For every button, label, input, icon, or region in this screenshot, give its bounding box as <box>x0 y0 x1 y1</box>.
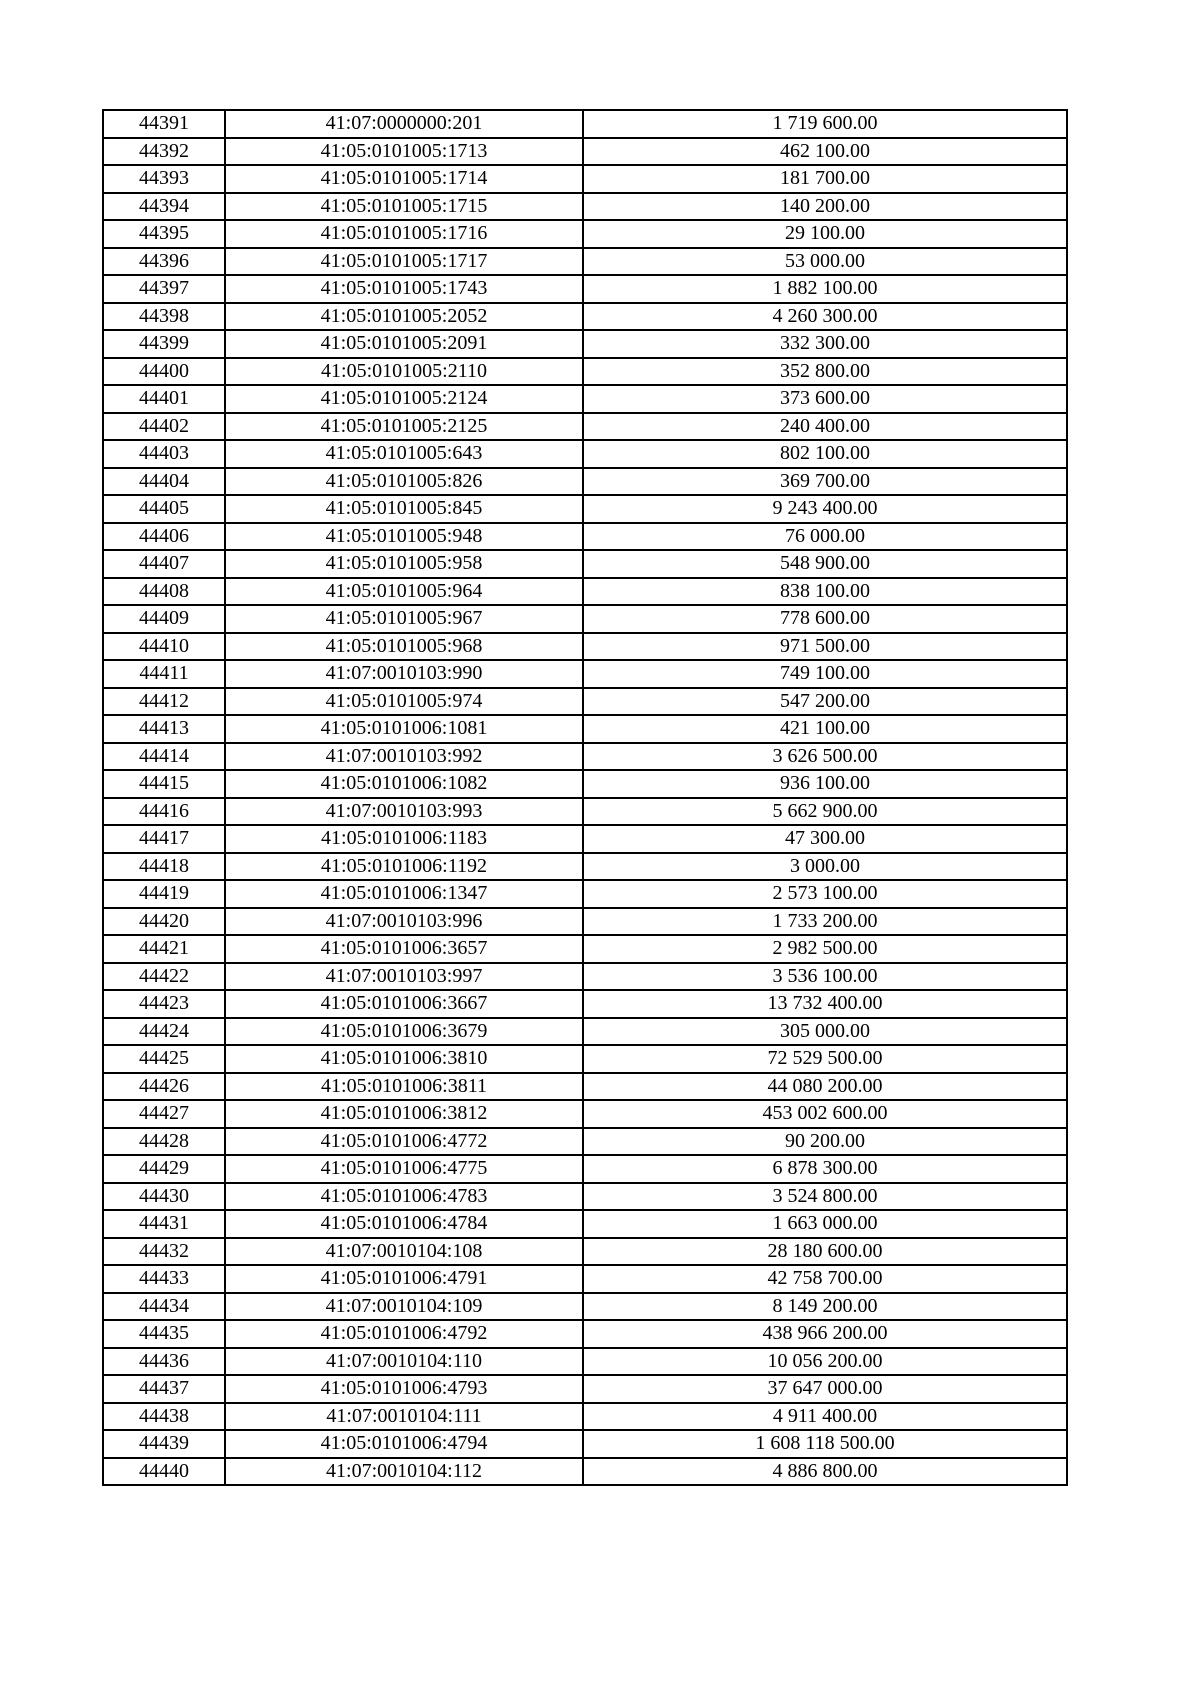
cadastral-number-cell: 41:05:0101005:1714 <box>225 165 583 193</box>
table-row <box>103 1183 1067 1211</box>
table-row <box>103 770 1067 798</box>
cadastral-value-cell: 548 900.00 <box>583 550 1067 578</box>
cadastral-value-cell: 547 200.00 <box>583 688 1067 716</box>
cadastral-number-cell: 41:05:0101005:1713 <box>225 138 583 166</box>
cadastral-number-cell: 41:05:0101005:643 <box>225 440 583 468</box>
table-body <box>103 110 1067 1485</box>
table-row <box>103 1348 1067 1376</box>
cadastral-number-cell: 41:05:0101006:3812 <box>225 1100 583 1128</box>
cadastral-number-cell: 41:05:0101005:964 <box>225 578 583 606</box>
cadastral-number-cell: 41:05:0101006:4791 <box>225 1265 583 1293</box>
row-number-cell: 44438 <box>103 1403 225 1431</box>
table-row <box>103 743 1067 771</box>
cadastral-value-cell: 47 300.00 <box>583 825 1067 853</box>
cadastral-value-cell: 181 700.00 <box>583 165 1067 193</box>
cadastral-value-cell: 749 100.00 <box>583 660 1067 688</box>
row-number-cell: 44437 <box>103 1375 225 1403</box>
table-row <box>103 1018 1067 1046</box>
cadastral-number-cell: 41:07:0010104:112 <box>225 1458 583 1486</box>
row-number-cell: 44413 <box>103 715 225 743</box>
cadastral-number-cell: 41:05:0101005:968 <box>225 633 583 661</box>
cadastral-value-cell: 462 100.00 <box>583 138 1067 166</box>
table-row <box>103 880 1067 908</box>
cadastral-value-cell: 28 180 600.00 <box>583 1238 1067 1266</box>
cadastral-value-cell: 332 300.00 <box>583 330 1067 358</box>
table-row <box>103 193 1067 221</box>
cadastral-number-cell: 41:05:0101005:845 <box>225 495 583 523</box>
cadastral-number-cell: 41:05:0101006:4783 <box>225 1183 583 1211</box>
cadastral-value-cell: 3 000.00 <box>583 853 1067 881</box>
table-row <box>103 1128 1067 1156</box>
row-number-cell: 44394 <box>103 193 225 221</box>
table-row <box>103 523 1067 551</box>
cadastral-number-cell: 41:05:0101005:2124 <box>225 385 583 413</box>
cadastral-number-cell: 41:05:0101006:1192 <box>225 853 583 881</box>
table-row <box>103 495 1067 523</box>
table-row <box>103 1073 1067 1101</box>
table-row <box>103 660 1067 688</box>
cadastral-number-cell: 41:05:0101006:1183 <box>225 825 583 853</box>
row-number-cell: 44419 <box>103 880 225 908</box>
cadastral-number-cell: 41:05:0101005:1717 <box>225 248 583 276</box>
cadastral-number-cell: 41:07:0010104:108 <box>225 1238 583 1266</box>
table-row <box>103 550 1067 578</box>
row-number-cell: 44430 <box>103 1183 225 1211</box>
cadastral-number-cell: 41:05:0101005:1716 <box>225 220 583 248</box>
table-row <box>103 853 1067 881</box>
cadastral-value-cell: 37 647 000.00 <box>583 1375 1067 1403</box>
row-number-cell: 44418 <box>103 853 225 881</box>
row-number-cell: 44414 <box>103 743 225 771</box>
table-row <box>103 715 1067 743</box>
row-number-cell: 44399 <box>103 330 225 358</box>
cadastral-value-cell: 3 524 800.00 <box>583 1183 1067 1211</box>
table-row <box>103 1458 1067 1486</box>
table-row <box>103 1210 1067 1238</box>
row-number-cell: 44420 <box>103 908 225 936</box>
table-row <box>103 248 1067 276</box>
row-number-cell: 44401 <box>103 385 225 413</box>
cadastral-number-cell: 41:05:0101006:4794 <box>225 1430 583 1458</box>
cadastral-number-cell: 41:05:0101006:3679 <box>225 1018 583 1046</box>
row-number-cell: 44408 <box>103 578 225 606</box>
table-row <box>103 825 1067 853</box>
table-row <box>103 1045 1067 1073</box>
cadastral-number-cell: 41:05:0101006:4775 <box>225 1155 583 1183</box>
cadastral-number-cell: 41:05:0101006:3667 <box>225 990 583 1018</box>
row-number-cell: 44423 <box>103 990 225 1018</box>
table-row <box>103 578 1067 606</box>
cadastral-number-cell: 41:05:0101005:948 <box>225 523 583 551</box>
cadastral-number-cell: 41:05:0101005:2125 <box>225 413 583 441</box>
row-number-cell: 44407 <box>103 550 225 578</box>
cadastral-value-cell: 305 000.00 <box>583 1018 1067 1046</box>
cadastral-number-cell: 41:05:0101006:3657 <box>225 935 583 963</box>
cadastral-value-cell: 76 000.00 <box>583 523 1067 551</box>
cadastral-number-cell: 41:05:0101005:1715 <box>225 193 583 221</box>
table-row <box>103 1238 1067 1266</box>
table-row <box>103 330 1067 358</box>
row-number-cell: 44435 <box>103 1320 225 1348</box>
table-row <box>103 1375 1067 1403</box>
cadastral-value-cell: 778 600.00 <box>583 605 1067 633</box>
cadastral-value-cell: 1 733 200.00 <box>583 908 1067 936</box>
cadastral-number-cell: 41:05:0101005:826 <box>225 468 583 496</box>
row-number-cell: 44411 <box>103 660 225 688</box>
cadastral-value-cell: 438 966 200.00 <box>583 1320 1067 1348</box>
cadastral-value-cell: 802 100.00 <box>583 440 1067 468</box>
table-row <box>103 220 1067 248</box>
row-number-cell: 44403 <box>103 440 225 468</box>
cadastral-number-cell: 41:05:0101005:974 <box>225 688 583 716</box>
cadastral-number-cell: 41:07:0010103:990 <box>225 660 583 688</box>
row-number-cell: 44391 <box>103 110 225 138</box>
cadastral-number-cell: 41:05:0101006:1347 <box>225 880 583 908</box>
table-row <box>103 605 1067 633</box>
cadastral-number-cell: 41:05:0101005:2052 <box>225 303 583 331</box>
row-number-cell: 44436 <box>103 1348 225 1376</box>
table-row <box>103 1155 1067 1183</box>
cadastral-value-cell: 8 149 200.00 <box>583 1293 1067 1321</box>
cadastral-value-cell: 90 200.00 <box>583 1128 1067 1156</box>
row-number-cell: 44400 <box>103 358 225 386</box>
row-number-cell: 44392 <box>103 138 225 166</box>
row-number-cell: 44398 <box>103 303 225 331</box>
cadastral-value-cell: 971 500.00 <box>583 633 1067 661</box>
table-row <box>103 1403 1067 1431</box>
cadastral-number-cell: 41:05:0101006:4784 <box>225 1210 583 1238</box>
cadastral-number-cell: 41:07:0010104:109 <box>225 1293 583 1321</box>
cadastral-value-cell: 140 200.00 <box>583 193 1067 221</box>
table-row <box>103 908 1067 936</box>
row-number-cell: 44432 <box>103 1238 225 1266</box>
cadastral-number-cell: 41:07:0010104:111 <box>225 1403 583 1431</box>
cadastral-number-cell: 41:05:0101005:967 <box>225 605 583 633</box>
cadastral-number-cell: 41:05:0101005:2110 <box>225 358 583 386</box>
cadastral-number-cell: 41:07:0000000:201 <box>225 110 583 138</box>
cadastral-value-cell: 53 000.00 <box>583 248 1067 276</box>
cadastral-number-cell: 41:05:0101006:3811 <box>225 1073 583 1101</box>
cadastral-number-cell: 41:07:0010103:992 <box>225 743 583 771</box>
cadastral-value-cell: 6 878 300.00 <box>583 1155 1067 1183</box>
row-number-cell: 44396 <box>103 248 225 276</box>
row-number-cell: 44395 <box>103 220 225 248</box>
cadastral-value-cell: 9 243 400.00 <box>583 495 1067 523</box>
row-number-cell: 44397 <box>103 275 225 303</box>
cadastral-value-cell: 3 536 100.00 <box>583 963 1067 991</box>
cadastral-value-cell: 44 080 200.00 <box>583 1073 1067 1101</box>
row-number-cell: 44393 <box>103 165 225 193</box>
table-row <box>103 110 1067 138</box>
table-row <box>103 990 1067 1018</box>
table-row <box>103 358 1067 386</box>
row-number-cell: 44410 <box>103 633 225 661</box>
table-row <box>103 633 1067 661</box>
cadastral-value-cell: 1 608 118 500.00 <box>583 1430 1067 1458</box>
row-number-cell: 44424 <box>103 1018 225 1046</box>
row-number-cell: 44428 <box>103 1128 225 1156</box>
table-row <box>103 1100 1067 1128</box>
row-number-cell: 44402 <box>103 413 225 441</box>
table-row <box>103 1320 1067 1348</box>
cadastral-value-cell: 369 700.00 <box>583 468 1067 496</box>
table-row <box>103 1265 1067 1293</box>
table-row <box>103 963 1067 991</box>
cadastral-value-cell: 10 056 200.00 <box>583 1348 1067 1376</box>
table-row <box>103 413 1067 441</box>
cadastral-value-cell: 4 911 400.00 <box>583 1403 1067 1431</box>
table-row <box>103 385 1067 413</box>
cadastral-value-cell: 2 982 500.00 <box>583 935 1067 963</box>
cadastral-number-cell: 41:05:0101006:4772 <box>225 1128 583 1156</box>
cadastral-number-cell: 41:07:0010103:997 <box>225 963 583 991</box>
cadastral-value-cell: 3 626 500.00 <box>583 743 1067 771</box>
row-number-cell: 44425 <box>103 1045 225 1073</box>
row-number-cell: 44434 <box>103 1293 225 1321</box>
cadastral-value-cell: 5 662 900.00 <box>583 798 1067 826</box>
cadastral-value-table <box>102 109 1068 1486</box>
cadastral-number-cell: 41:05:0101006:4792 <box>225 1320 583 1348</box>
cadastral-value-cell: 838 100.00 <box>583 578 1067 606</box>
cadastral-number-cell: 41:05:0101006:4793 <box>225 1375 583 1403</box>
table-row <box>103 275 1067 303</box>
row-number-cell: 44440 <box>103 1458 225 1486</box>
row-number-cell: 44427 <box>103 1100 225 1128</box>
row-number-cell: 44433 <box>103 1265 225 1293</box>
cadastral-value-cell: 240 400.00 <box>583 413 1067 441</box>
cadastral-value-cell: 936 100.00 <box>583 770 1067 798</box>
cadastral-value-cell: 4 260 300.00 <box>583 303 1067 331</box>
row-number-cell: 44409 <box>103 605 225 633</box>
table-row <box>103 1293 1067 1321</box>
cadastral-number-cell: 41:07:0010103:996 <box>225 908 583 936</box>
table-row <box>103 688 1067 716</box>
row-number-cell: 44431 <box>103 1210 225 1238</box>
table-row <box>103 440 1067 468</box>
row-number-cell: 44429 <box>103 1155 225 1183</box>
row-number-cell: 44417 <box>103 825 225 853</box>
cadastral-number-cell: 41:05:0101005:1743 <box>225 275 583 303</box>
cadastral-number-cell: 41:05:0101006:1082 <box>225 770 583 798</box>
cadastral-number-cell: 41:05:0101005:958 <box>225 550 583 578</box>
table-row <box>103 303 1067 331</box>
cadastral-value-cell: 42 758 700.00 <box>583 1265 1067 1293</box>
cadastral-value-cell: 29 100.00 <box>583 220 1067 248</box>
row-number-cell: 44426 <box>103 1073 225 1101</box>
cadastral-number-cell: 41:05:0101006:1081 <box>225 715 583 743</box>
table-row <box>103 935 1067 963</box>
cadastral-value-cell: 4 886 800.00 <box>583 1458 1067 1486</box>
cadastral-value-cell: 373 600.00 <box>583 385 1067 413</box>
cadastral-value-cell: 1 719 600.00 <box>583 110 1067 138</box>
cadastral-number-cell: 41:05:0101005:2091 <box>225 330 583 358</box>
cadastral-value-cell: 1 882 100.00 <box>583 275 1067 303</box>
cadastral-number-cell: 41:05:0101006:3810 <box>225 1045 583 1073</box>
row-number-cell: 44415 <box>103 770 225 798</box>
table-row <box>103 468 1067 496</box>
cadastral-value-cell: 1 663 000.00 <box>583 1210 1067 1238</box>
row-number-cell: 44405 <box>103 495 225 523</box>
cadastral-number-cell: 41:07:0010103:993 <box>225 798 583 826</box>
cadastral-value-cell: 72 529 500.00 <box>583 1045 1067 1073</box>
row-number-cell: 44422 <box>103 963 225 991</box>
table-row <box>103 798 1067 826</box>
row-number-cell: 44404 <box>103 468 225 496</box>
table-row <box>103 138 1067 166</box>
cadastral-value-cell: 13 732 400.00 <box>583 990 1067 1018</box>
row-number-cell: 44421 <box>103 935 225 963</box>
row-number-cell: 44412 <box>103 688 225 716</box>
table-row <box>103 1430 1067 1458</box>
cadastral-value-cell: 2 573 100.00 <box>583 880 1067 908</box>
table-row <box>103 165 1067 193</box>
cadastral-value-cell: 453 002 600.00 <box>583 1100 1067 1128</box>
row-number-cell: 44416 <box>103 798 225 826</box>
row-number-cell: 44406 <box>103 523 225 551</box>
cadastral-number-cell: 41:07:0010104:110 <box>225 1348 583 1376</box>
cadastral-value-cell: 421 100.00 <box>583 715 1067 743</box>
row-number-cell: 44439 <box>103 1430 225 1458</box>
cadastral-value-cell: 352 800.00 <box>583 358 1067 386</box>
